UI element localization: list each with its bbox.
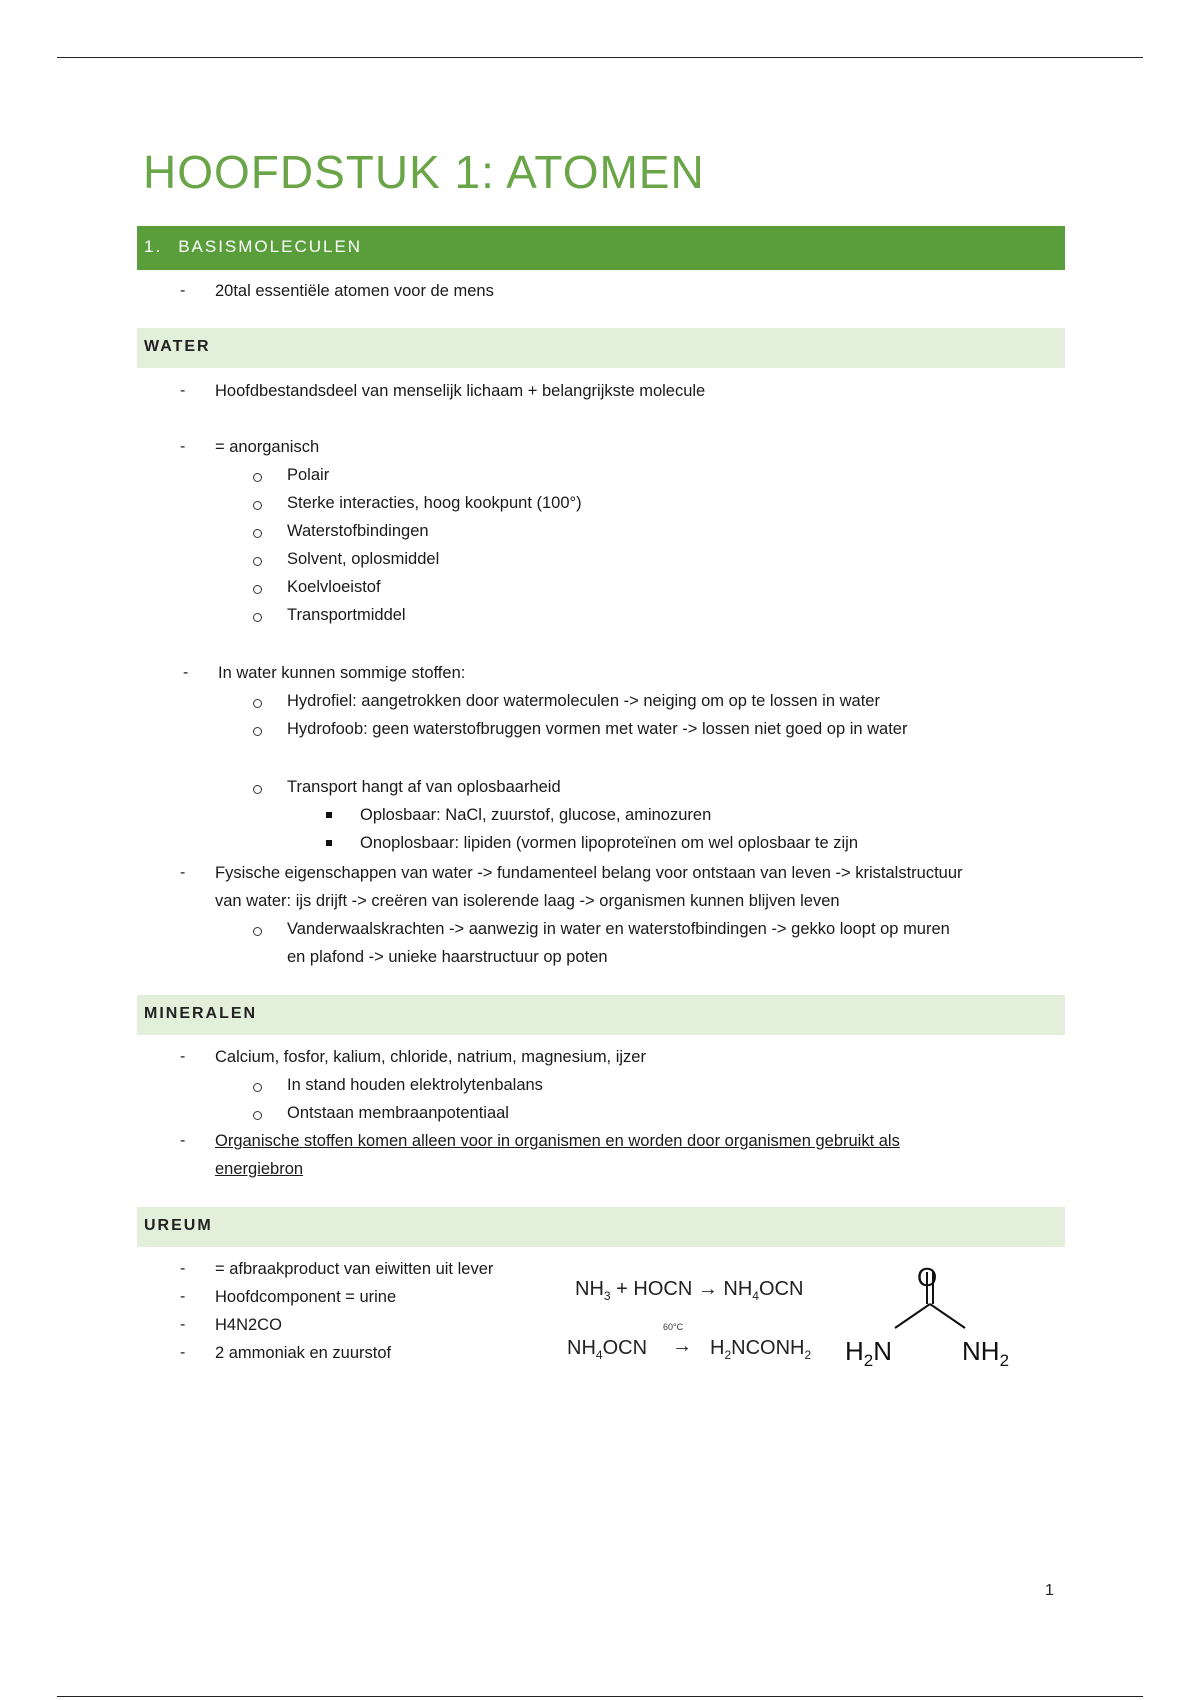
eq-subscript: 4 [595,1348,603,1362]
list-item: H4N2CO [215,1316,282,1334]
square-bullet [326,840,332,846]
sub-list-item: Koelvloeistof [287,578,381,596]
sub-list-item: Sterke interacties, hoog kookpunt (100°) [287,494,582,512]
bullet-dash: - [180,1316,186,1333]
eq-term: OCN [602,1337,648,1359]
bullet-dash: - [180,864,186,881]
eq-subscript: 2 [724,1348,732,1362]
subheading-mineralen: MINERALEN [137,995,1065,1035]
circle-bullet [253,473,262,482]
eq-term: H [710,1337,725,1359]
reaction-equation-1 [575,1278,803,1303]
bullet-dash: - [180,282,186,299]
sub-sub-list-item: Onoplosbaar: lipiden (vormen lipoproteïnen om wel oplosbaar te zijn [360,834,859,852]
list-item-continuation: van water: ijs drijft -> creëren van isolerende laag -> organismen kunnen blijven leven [215,892,840,910]
sub-list-item: Polair [287,466,330,484]
reaction-arrow-icon: → [672,1335,692,1357]
reaction-arrow-icon: → [697,1278,718,1300]
bottom-rule [57,1696,1143,1697]
bullet-dash: - [183,664,189,681]
sub-list-item: Solvent, oplosmiddel [287,550,440,568]
list-item: 20tal essentiële atomen voor de mens [215,282,494,300]
sub-list-item: Transport hangt af van oplosbaarheid [287,778,561,796]
circle-bullet [253,529,262,538]
eq-term: NH [575,1278,604,1300]
top-rule [57,57,1143,58]
square-bullet [326,812,332,818]
sub-list-item: Hydrofiel: aangetrokken door watermoleculen -> neiging om op te lossen in water [287,692,880,710]
eq-term: NH [567,1337,596,1359]
oxygen-atom: O [917,1262,938,1292]
section-heading-basismoleculen [137,226,1065,270]
bullet-dash: - [180,382,186,399]
atom-h: H [845,1336,864,1366]
sub-sub-list-item: Oplosbaar: NaCl, zuurstof, glucose, aminozuren [360,806,712,824]
atom-subscript: 2 [863,1351,874,1371]
chapter-title: HOOFDSTUK 1: ATOMEN [143,146,705,198]
bullet-dash: - [180,1132,186,1149]
sub-list-item: Transportmiddel [287,606,406,624]
atom-nh: NH [962,1336,1000,1366]
section-number: 1. [144,237,163,256]
underlined-list-item: Organische stoffen komen alleen voor in organismen en worden door organismen gebruikt als [215,1132,900,1150]
subheading-water: WATER [137,328,1065,368]
eq-term: + HOCN [610,1278,698,1300]
list-item: Calcium, fosfor, kalium, chloride, natrium, magnesium, ijzer [215,1048,646,1066]
eq-term: NH [717,1278,753,1300]
eq-subscript: 2 [804,1348,812,1362]
circle-bullet [253,613,262,622]
eq-subscript: 4 [752,1289,759,1303]
bullet-dash: - [180,1048,186,1065]
sub-list-item: Ontstaan membraanpotentiaal [287,1104,509,1122]
sub-list-item: Waterstofbindingen [287,522,429,540]
eq-term: NCONH [731,1337,805,1359]
atom-subscript: 2 [999,1351,1010,1371]
eq-term: OCN [758,1278,804,1300]
reaction-equation-2-product [710,1337,811,1362]
list-item: Hoofdbestandsdeel van menselijk lichaam + belangrijkste molecule [215,382,706,400]
circle-bullet [253,1111,262,1120]
circle-bullet [253,927,262,936]
amine-left [845,1336,892,1371]
circle-bullet [253,501,262,510]
reaction-equation-2 [567,1337,647,1362]
bullet-dash: - [180,1344,186,1361]
atom-n: N [873,1336,893,1366]
list-item: Hoofdcomponent = urine [215,1288,397,1306]
sub-list-item: Vanderwaalskrachten -> aanwezig in water en waterstofbindingen -> gekko loopt op muren [287,920,950,938]
circle-bullet [253,557,262,566]
temperature-label: 60°C [663,1322,684,1332]
bullet-dash: - [180,1260,186,1277]
sub-list-item-continuation: en plafond -> unieke haarstructuur op poten [287,948,608,966]
list-item: = anorganisch [215,438,320,456]
bullet-dash: - [180,1288,186,1305]
circle-bullet [253,785,262,794]
sub-list-item: In stand houden elektrolytenbalans [287,1076,543,1094]
underlined-list-item-continuation: energiebron [215,1160,304,1178]
circle-bullet [253,727,262,736]
circle-bullet [253,585,262,594]
list-item: 2 ammoniak en zuurstof [215,1344,392,1362]
circle-bullet [253,699,262,708]
circle-bullet [253,1083,262,1092]
eq-subscript: 3 [603,1289,611,1303]
subheading-ureum: UREUM [137,1207,1065,1247]
list-item: In water kunnen sommige stoffen: [218,664,466,682]
page-number: 1 [1045,1582,1054,1599]
bullet-dash: - [180,438,186,455]
amine-right [962,1336,1009,1371]
sub-list-item: Hydrofoob: geen waterstofbruggen vormen met water -> lossen niet goed op in water [287,720,908,738]
list-item: Fysische eigenschappen van water -> fundamenteel belang voor ontstaan van leven -> kristalstructuur [215,864,963,882]
list-item: = afbraakproduct van eiwitten uit lever [215,1260,494,1278]
section-title: BASISMOLECULEN [178,237,363,256]
